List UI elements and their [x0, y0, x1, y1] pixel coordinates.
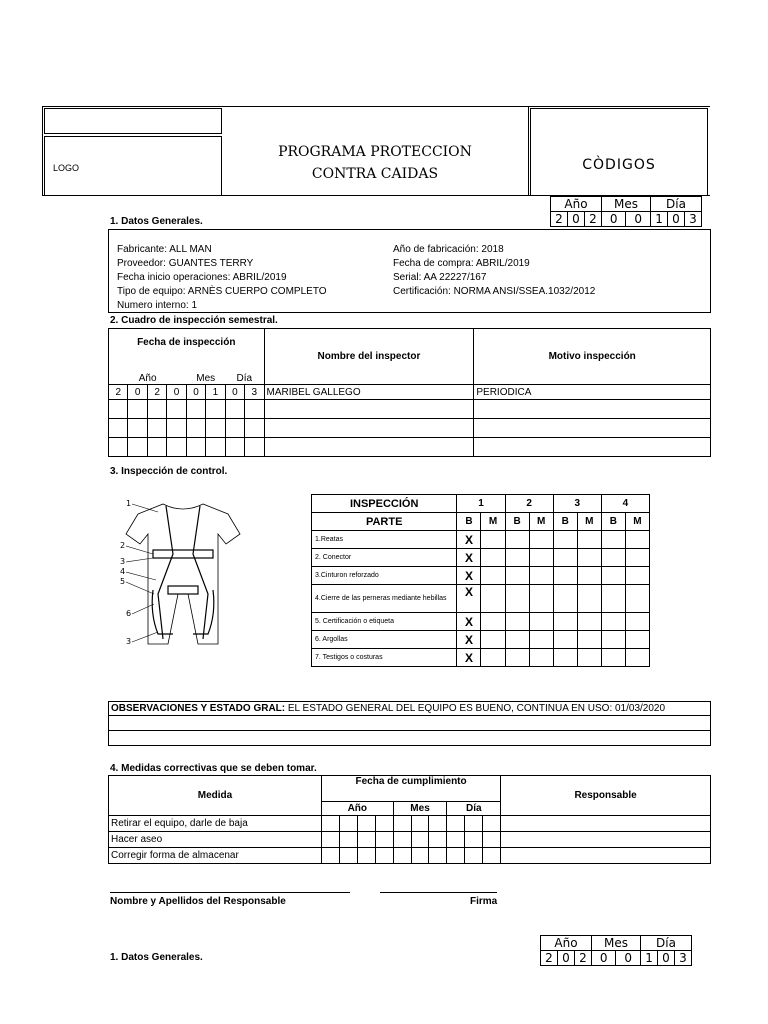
figure-label: 1: [126, 499, 132, 508]
inspector-name-cell: MARIBEL GALLEGO: [264, 385, 474, 400]
check-mark: X: [457, 531, 481, 549]
part-label: 2. Conector: [312, 549, 457, 567]
bm-label: B: [457, 513, 481, 531]
sub-label-anio: Año: [321, 802, 393, 816]
figure-label: 2: [120, 541, 126, 550]
section1-title: 1. Datos Generales.: [110, 216, 203, 227]
date-digit: 3: [674, 951, 691, 966]
bm-label: B: [601, 513, 625, 531]
control-inspection-table: [311, 494, 650, 667]
fecha-compra-text: Fecha de compra: ABRIL/2019: [393, 258, 530, 269]
inspection-number: 1: [457, 495, 505, 513]
check-mark: X: [457, 549, 481, 567]
part-label: 6. Argollas: [312, 631, 457, 649]
date-digit: 2: [541, 951, 558, 966]
col-medida: Medida: [109, 776, 322, 816]
observaciones-text: EL ESTADO GENERAL DEL EQUIPO ES BUENO, CONTINUA EN USO: 01/03/2020: [287, 703, 666, 714]
inspection-digit: 2: [147, 385, 166, 400]
sub-label-mes: Mes: [393, 802, 447, 816]
serial-text: Serial: AA 22227/167: [393, 272, 487, 283]
signature-line-responsable: [110, 892, 350, 893]
part-label: 5. Certificación o etiqueta: [312, 613, 457, 631]
header-inspeccion: INSPECCIÓN: [312, 495, 457, 513]
date-digit: 0: [567, 212, 584, 227]
page-title-line2: CONTRA CAIDAS: [311, 166, 439, 182]
firma-label: Firma: [470, 896, 498, 907]
date-digit: 2: [551, 212, 568, 227]
logo-top-box: [44, 108, 222, 134]
col-nombre-inspector: Nombre del inspector: [264, 329, 474, 385]
figure-label: 3: [126, 637, 132, 646]
fecha-inicio-text: Fecha inicio operaciones: ABRIL/2019: [117, 272, 287, 283]
anio-fabricacion-text: Año de fabricación: 2018: [393, 244, 504, 255]
col-motivo-inspeccion: Motivo inspección: [474, 329, 711, 385]
sub-label-mes: Mes: [186, 357, 225, 385]
harness-figure-icon: [118, 494, 248, 654]
logo-label: LOGO: [53, 163, 80, 173]
inspection-digit: 0: [186, 385, 205, 400]
figure-label: 5: [120, 577, 126, 586]
date-digit: 2: [584, 212, 601, 227]
measure-row: Corregir forma de almacenar: [109, 848, 322, 864]
figure-label: 4: [120, 567, 126, 576]
codes-label: CÒDIGOS: [582, 157, 656, 173]
date-label-day: Día: [651, 197, 702, 212]
inspection-digit: 0: [128, 385, 147, 400]
logo-box: [44, 136, 222, 196]
date-label-year: Año: [551, 197, 602, 212]
inspection-digit: 0: [167, 385, 186, 400]
inspection-digit: 0: [225, 385, 244, 400]
date-box-bottom: [540, 935, 692, 966]
inspection-number: 4: [601, 495, 649, 513]
inspection-digit: 3: [245, 385, 264, 400]
date-label-month: Mes: [591, 936, 640, 951]
date-digit: 0: [616, 951, 641, 966]
check-mark: X: [457, 649, 481, 667]
bm-label: M: [529, 513, 553, 531]
date-digit: 0: [626, 212, 651, 227]
col-fecha-cumplimiento: Fecha de cumplimiento: [321, 776, 500, 802]
sub-label-anio: Año: [109, 357, 187, 385]
fabricante-text: Fabricante: ALL MAN: [117, 244, 212, 255]
general-data-left: [117, 243, 327, 313]
measure-row: Hacer aseo: [109, 832, 322, 848]
bm-label: M: [577, 513, 601, 531]
section4-title: 4. Medidas correctivas que se deben tomar.: [110, 763, 317, 774]
footer-section-title: 1. Datos Generales.: [110, 952, 203, 963]
col-fecha-inspeccion: Fecha de inspección: [109, 329, 265, 357]
bm-label: M: [625, 513, 649, 531]
figure-label: 3: [120, 557, 126, 566]
signature-line-firma: [380, 892, 497, 893]
responsable-label: Nombre y Apellidos del Responsable: [110, 896, 286, 907]
header-parte: PARTE: [312, 513, 457, 531]
general-data-right: [393, 243, 595, 299]
sub-label-dia: Día: [447, 802, 501, 816]
date-digit: 1: [651, 212, 668, 227]
date-label-month: Mes: [601, 197, 650, 212]
figure-label: 6: [126, 609, 132, 618]
check-mark: X: [457, 631, 481, 649]
date-label-day: Día: [641, 936, 692, 951]
date-digit: 1: [641, 951, 658, 966]
motivo-cell: PERIODICA: [474, 385, 711, 400]
bm-label: B: [505, 513, 529, 531]
inspection-schedule-table: [108, 328, 711, 457]
inspection-digit: 1: [206, 385, 225, 400]
date-label-year: Año: [541, 936, 592, 951]
date-digit: 2: [574, 951, 591, 966]
inspection-digit: 2: [109, 385, 128, 400]
inspection-number: 3: [553, 495, 601, 513]
tipo-equipo-text: Tipo de equipo: ARNÈS CUERPO COMPLETO: [117, 286, 327, 297]
part-label: 7. Testigos o costuras: [312, 649, 457, 667]
bm-label: B: [553, 513, 577, 531]
check-mark: X: [457, 585, 481, 613]
part-label: 4.Cierre de las perneras mediante hebillas: [312, 585, 457, 613]
page-title-line1: PROGRAMA PROTECCION: [278, 144, 472, 160]
date-digit: 0: [557, 951, 574, 966]
date-digit: 0: [668, 212, 685, 227]
date-digit: 3: [684, 212, 701, 227]
observaciones-label: OBSERVACIONES Y ESTADO GRAL:: [111, 703, 286, 714]
corrective-measures-table: [108, 775, 711, 864]
date-digit: 0: [658, 951, 675, 966]
date-digit: 0: [591, 951, 616, 966]
general-data-box: [108, 229, 711, 313]
part-label: 1.Reatas: [312, 531, 457, 549]
col-responsable: Responsable: [501, 776, 711, 816]
date-box-top: [550, 196, 702, 227]
section2-title: 2. Cuadro de inspección semestral.: [110, 315, 278, 326]
section3-title: 3. Inspección de control.: [110, 466, 228, 477]
codes-box: [530, 108, 708, 196]
title-block: [222, 106, 529, 196]
check-mark: X: [457, 613, 481, 631]
sub-label-dia: Día: [225, 357, 264, 385]
part-label: 3.Cinturon reforzado: [312, 567, 457, 585]
certificacion-text: Certificación: NORMA ANSI/SSEA.1032/2012: [393, 286, 596, 297]
proveedor-text: Proveedor: GUANTES TERRY: [117, 258, 254, 269]
numero-interno-text: Numero interno: 1: [117, 300, 198, 311]
measure-row: Retirar el equipo, darle de baja: [109, 816, 322, 832]
inspection-number: 2: [505, 495, 553, 513]
bm-label: M: [481, 513, 505, 531]
observaciones-table: [108, 701, 711, 746]
date-digit: 0: [601, 212, 626, 227]
check-mark: X: [457, 567, 481, 585]
